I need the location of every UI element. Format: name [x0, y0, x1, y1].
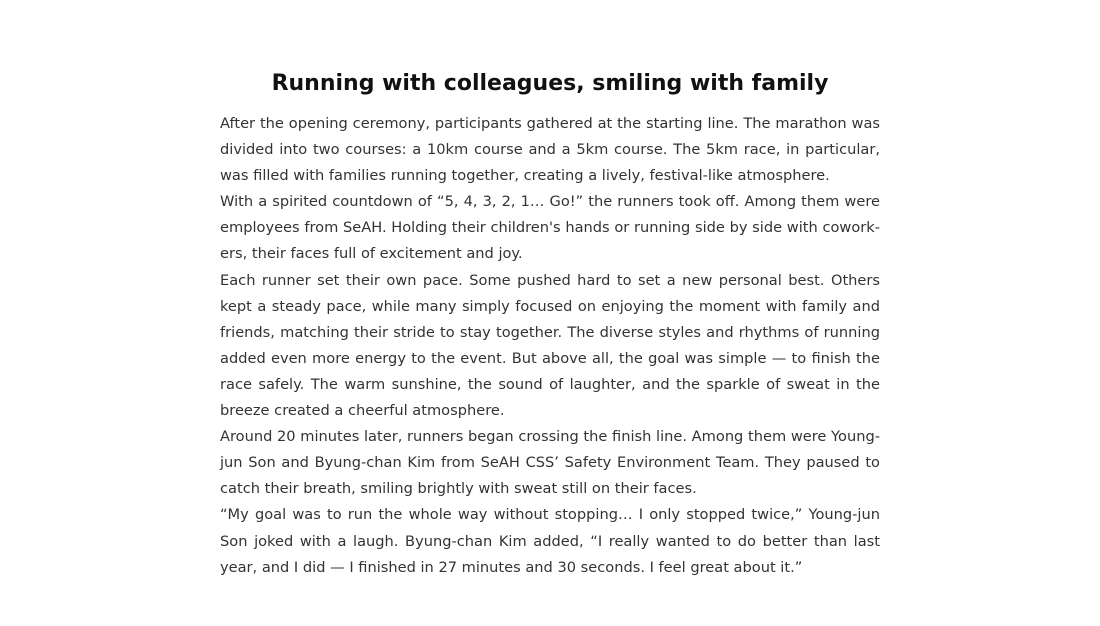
article-paragraph: Each runner set their own pace. Some pushed hard to set a new personal best. Others kept a steady pace, while many simply focused on enjoying the moment with family and friends, matching their stride to stay together. The diverse styles and rhythms of running added even more energy to the event. But above all, the goal was simple — to finish the race safely. The warm sunshine, the sound of laughter, and the sparkle of sweat in the breeze created a cheerful atmosphere.	[220, 271, 880, 420]
article	[220, 66, 880, 581]
article-paragraph: “My goal was to run the whole way without stopping… I only stopped twice,” Young-jun Son joked with a laugh. Byung-chan Kim added, “I really wanted to do better than last year, and I did — I finished in 27 minutes and 30 seconds. I feel great about it.”	[220, 506, 880, 576]
article-title: Running with colleagues, smiling with family	[271, 71, 829, 96]
article-paragraph: With a spirited countdown of “5, 4, 3, 2, 1… Go!” the runners took off. Among them were employees from SeAH. Holding their children's hands or running side by side with coworkers, their faces full of excitement and joy.	[220, 193, 880, 263]
article-paragraph: Around 20 minutes later, runners began crossing the finish line. Among them were Young-jun Son and Byung-chan Kim from SeAH CSS’ Safety Environment Team. They paused to catch their breath, smiling brightly with sweat still on their faces.	[220, 428, 880, 498]
article-paragraph: After the opening ceremony, participants gathered at the starting line. The marathon was divided into two courses: a 10km course and a 5km course. The 5km race, in particular, was filled with families running together, creating a lively, festival-like atmosphere.	[220, 115, 880, 185]
